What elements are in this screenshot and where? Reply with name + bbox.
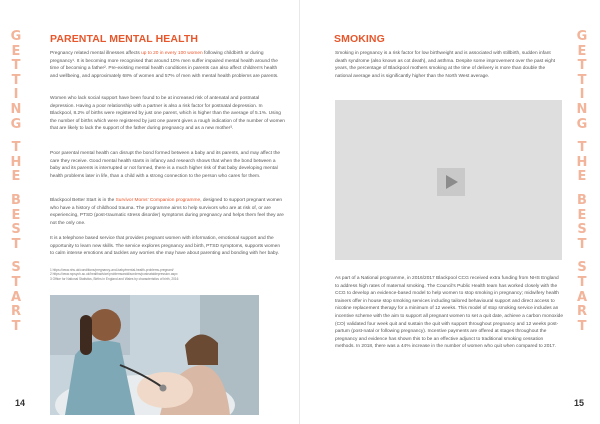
p1-text-b: following childbirth or during pregnancy¹. It is becoming more recognised that around 10% men suffer impaired mental health around the time of becoming a father². Pre-existing mental health conditions in parents can also affect children's health and wellbeing, and approximately 68% of women and 57% of men with mental health problems are parents. [50,51,279,79]
vertical-title-left [4,30,28,334]
paragraph-5: It is a telephone based service that provides pregnant women with information, emotional support and the opportunity to learn new skills. The service explores pregnancy and birth, PTSD symptoms, supports women to calm intense emotions and tackles any worries she may have about parenting and bonding with her baby. [50,236,280,257]
vertical-word-getting: G E T T I N G [576,29,588,132]
vertical-word-best: B E S T [577,192,587,252]
play-button[interactable] [437,168,465,196]
p4-text-a: Blackpool Better Start is in the [50,198,116,203]
page-number-right: 15 [574,398,585,408]
play-icon [446,175,458,189]
vertical-word-start: S T A R T [10,260,22,334]
survivor-moms-link[interactable]: Survivor Moms' Companion programme [115,198,201,203]
p4-text-b: , designed to support pregnant women who have a history of childhood trauma. The programme aims to help survivors who are at risk of, or are experiencing, PTSD (post-traumatic stress disorder) symptoms during pregnancy and helps them feel they are not the only one. [50,198,284,226]
vertical-word-start: S T A R T [576,260,588,334]
footnote: 3 Office for National Statistics, Births in England and Wales by characteristics of birth, 2016 [50,276,179,281]
vertical-word-the: T H E [10,140,22,185]
vertical-title-right [570,30,594,334]
page-spine [299,0,300,424]
midwife-illustration [50,295,259,415]
footnote: 1 https://www.nhs.uk/conditions/pregnancy-and-baby/mental-health-problems-pregnant/ [50,268,174,272]
p1-text-a: Pregnancy related mental illnesses affects [50,51,142,56]
parental-mental-health-heading: PARENTAL MENTAL HEALTH [50,33,199,45]
smoking-heading: SMOKING [334,33,385,45]
vertical-word-the: T H E [576,140,588,185]
smoking-paragraph-2: As part of a National programme, in 2016/2017 Blackpool CCG received extra funding from NHS England to address high rates of maternal smoking. The Council's Public Health team has worked closely with the CCG to develop an evidence-based model to help women to stop smoking in pregnancy; midwifery health trainers offer in house stop smoking services including tailored behavioural support and direct access to nicotine replacement therapy for a minimum of 12 weeks. This model of stop smoking service includes an incentive scheme with the aim to support all pregnant women to set a quit date, achieve a carbon monoxide (CO) validated four week quit and sustain the quit with support throughout pregnancy and 12 weeks post-partum (post-natal or following pregnancy). Incentive payments are offered at stages throughout the pregnancy and evidence has shown this to be an effective adjunct to traditional smoking cessation methods. In 2018, there was a 44% increase in the number of women who quit when compared to 2017. [335,276,563,350]
midwife-photo [50,295,259,415]
smoking-paragraph-1: Smoking in pregnancy is a risk factor for low birthweight and is associated with stillbirth, sudden infant death syndrome (also known as cot death), and asthma. Despite some improvement over the past eight years, the percentage of Blackpool mothers smoking at the time of delivery is more than double the national average and is significantly higher than the North West average. [335,51,555,79]
paragraph-3: Poor parental mental health can disrupt the bond formed between a baby and its parents, and may affect the care they receive. Good mental health starts in infancy and research shows that when the bond between a baby and its parents is interrupted or not formed, there is a much higher risk of that baby developing mental health problems later in life, than a child with a strong connection to the person who cares for them. [50,151,281,179]
page-number-left: 14 [15,398,26,408]
vertical-word-best: B E S T [11,192,21,252]
footnote: 2 https://www.rcpsych.ac.uk/healthadvice/problemsanddisorders/postnataldepression.aspx [50,272,178,277]
p1-highlight: up to 20 in every 100 women [141,51,203,56]
paragraph-1 [50,50,285,80]
vertical-word-getting: G E T T I N G [10,29,22,132]
paragraph-2: Women who lack social support have been found to be at increased risk of antenatal and postnatal depression. Having a poor relationship with a partner is also a risk factor for postnatal depression. In Blackpool, 8.2% of births were registered by just one parent, which is higher than the average of 5.1%. Using the number of births which were registered by just one parent gives a rough indication of the number of women that are likely to lack the support of the father during pregnancy and as a new mother³. [50,96,285,132]
paragraph-4 [50,197,285,227]
footnotes [50,268,285,281]
